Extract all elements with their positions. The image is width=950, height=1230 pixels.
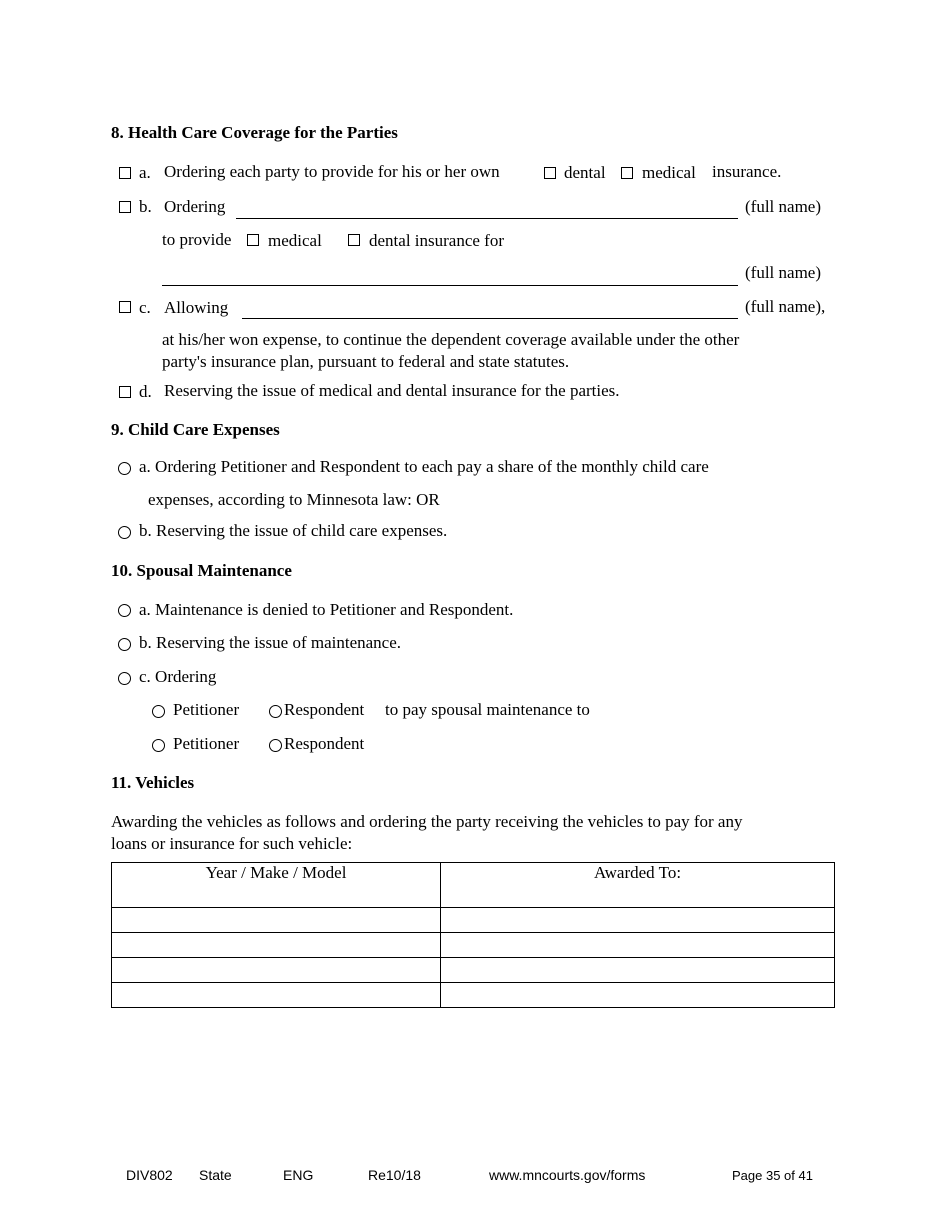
footer-language: ENG (283, 1167, 314, 1183)
vehicles-table-header-row (112, 863, 835, 908)
footer-jurisdiction: State (199, 1167, 232, 1183)
checkbox-8c[interactable] (119, 301, 131, 313)
full-name-field-8b-2[interactable] (162, 285, 738, 286)
item-8a-letter: a. (139, 163, 151, 182)
option-8b-dental-label: dental insurance for (369, 231, 504, 250)
item-8c-text: Allowing (164, 298, 229, 317)
radio-payer-petitioner[interactable] (152, 705, 165, 718)
item-8d-letter: d. (139, 382, 152, 401)
column-header-awarded-to: Awarded To: (441, 863, 835, 908)
payer-petitioner-label: Petitioner (173, 700, 240, 719)
radio-9a[interactable] (118, 462, 131, 475)
table-row (112, 933, 835, 958)
radio-payee-respondent[interactable] (269, 739, 282, 752)
to-pay-label: to pay spousal maintenance to (385, 700, 590, 719)
footer-revision: Re10/18 (368, 1167, 421, 1183)
checkbox-8d[interactable] (119, 386, 131, 398)
column-header-vehicle: Year / Make / Model (112, 863, 441, 908)
option-8b-medical-label: medical (268, 231, 322, 250)
vehicle-cell[interactable] (112, 958, 441, 983)
radio-10c[interactable] (118, 672, 131, 685)
item-8b-text: Ordering (164, 197, 226, 216)
checkbox-8a-dental[interactable] (544, 167, 556, 179)
checkbox-8a-medical[interactable] (621, 167, 633, 179)
full-name-label-8b-2: (full name) (745, 263, 821, 282)
footer-url: www.mncourts.gov/forms (489, 1167, 646, 1183)
full-name-label-8b-1: (full name) (745, 197, 821, 216)
table-row (112, 908, 835, 933)
item-10a: a. Maintenance is denied to Petitioner and Respondent. (139, 600, 514, 619)
payee-respondent-label: Respondent (284, 734, 365, 753)
radio-9b[interactable] (118, 526, 131, 539)
item-8a-end: insurance. (712, 162, 782, 181)
item-8b-letter: b. (139, 197, 152, 216)
vehicle-cell[interactable] (112, 933, 441, 958)
item-9a-line1: a. Ordering Petitioner and Respondent to each pay a share of the monthly child care (139, 457, 709, 476)
checkbox-8b-medical[interactable] (247, 234, 259, 246)
item-8c-line2: party's insurance plan, pursuant to federal and state statutes. (162, 352, 570, 371)
awarded-to-cell[interactable] (441, 908, 835, 933)
checkbox-8b[interactable] (119, 201, 131, 213)
checkbox-8b-dental[interactable] (348, 234, 360, 246)
vehicle-cell[interactable] (112, 983, 441, 1008)
full-name-label-8c: (full name), (745, 297, 826, 316)
item-10c: c. Ordering (139, 667, 217, 686)
payee-petitioner-label: Petitioner (173, 734, 240, 753)
option-medical-label: medical (642, 163, 696, 182)
table-row (112, 958, 835, 983)
item-10b: b. Reserving the issue of maintenance. (139, 633, 402, 652)
payer-respondent-label: Respondent (284, 700, 365, 719)
vehicles-intro-line2: loans or insurance for such vehicle: (111, 834, 353, 853)
item-8c-letter: c. (139, 298, 151, 317)
section-11-heading: 11. Vehicles (111, 773, 195, 792)
section-10-heading: 10. Spousal Maintenance (111, 561, 292, 580)
full-name-field-8b-1[interactable] (236, 218, 738, 219)
radio-payee-petitioner[interactable] (152, 739, 165, 752)
full-name-field-8c[interactable] (242, 318, 738, 319)
to-provide-label: to provide (162, 230, 232, 249)
checkbox-8a[interactable] (119, 167, 131, 179)
vehicles-table (111, 862, 835, 1008)
footer-form-id: DIV802 (126, 1167, 173, 1183)
radio-10a[interactable] (118, 604, 131, 617)
section-9-heading: 9. Child Care Expenses (111, 420, 280, 439)
footer-page-number: Page 35 of 41 (732, 1168, 813, 1183)
radio-payer-respondent[interactable] (269, 705, 282, 718)
awarded-to-cell[interactable] (441, 958, 835, 983)
table-row (112, 983, 835, 1008)
section-8-heading: 8. Health Care Coverage for the Parties (111, 123, 398, 142)
option-dental-label: dental (564, 163, 606, 182)
item-8c-line1: at his/her won expense, to continue the dependent coverage available under the other (162, 330, 740, 349)
vehicles-intro-line1: Awarding the vehicles as follows and ordering the party receiving the vehicles to pay for any (111, 812, 743, 831)
item-9a-line2: expenses, according to Minnesota law: OR (148, 490, 440, 509)
radio-10b[interactable] (118, 638, 131, 651)
item-8a-text: Ordering each party to provide for his or her own (164, 162, 500, 181)
awarded-to-cell[interactable] (441, 933, 835, 958)
item-9b: b. Reserving the issue of child care expenses. (139, 521, 448, 540)
awarded-to-cell[interactable] (441, 983, 835, 1008)
vehicle-cell[interactable] (112, 908, 441, 933)
item-8d-text: Reserving the issue of medical and dental insurance for the parties. (164, 381, 620, 400)
